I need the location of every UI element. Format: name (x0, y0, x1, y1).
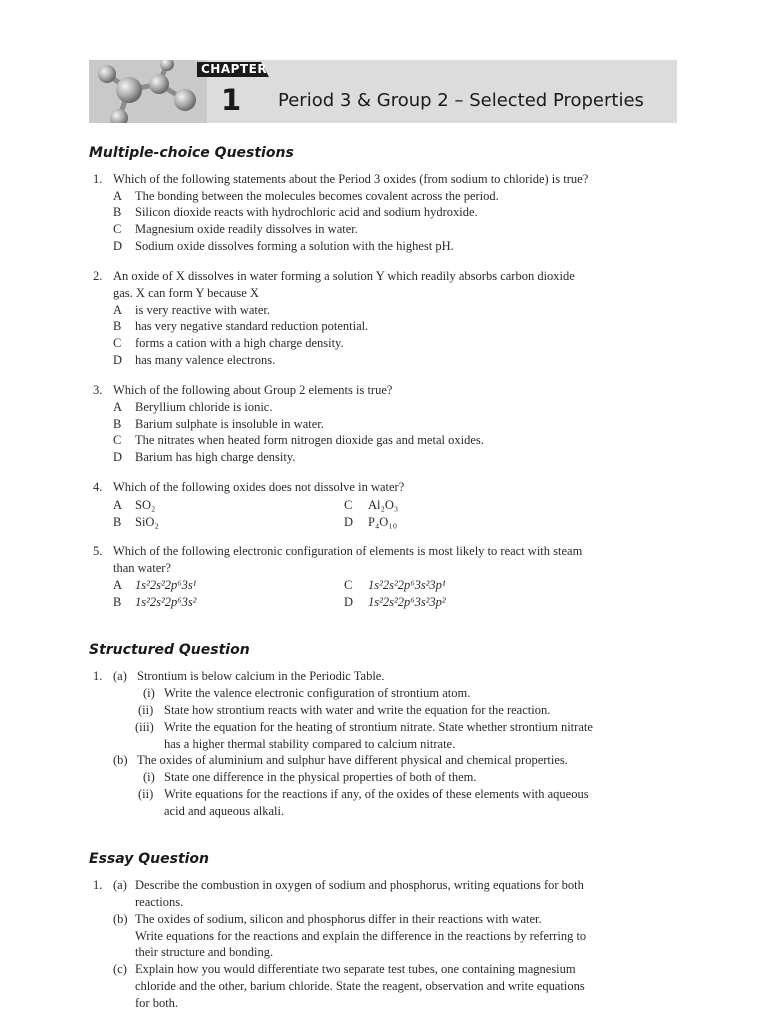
q3-number: 3. (93, 383, 103, 397)
q5-option-c: 1s²2s²2p⁶3s²3p¹ (368, 578, 446, 592)
structured-b-i-label: (i) (143, 770, 155, 784)
molecule-image (89, 60, 207, 123)
q5-stem-line1: Which of the following electronic configuration of elements is most likely to react with steam (113, 544, 583, 558)
q5-letter-b: B (113, 595, 122, 609)
q4-letter-c: C (344, 498, 353, 512)
q4-letter-a: A (113, 498, 123, 512)
q3-option-a: Beryllium chloride is ionic. (135, 400, 273, 414)
structured-a-iii-label: (iii) (135, 720, 154, 734)
structured-number: 1. (93, 669, 103, 683)
structured-a-text: Strontium is below calcium in the Periodic Table. (137, 669, 385, 683)
essay-c-line1: Explain how you would differentiate two separate test tubes, one containing magnesium (135, 962, 576, 976)
essay-a-line2: reactions. (135, 895, 184, 909)
chapter-number: 1 (221, 83, 242, 117)
q1-letter-b: B (113, 205, 122, 219)
q3-option-c: The nitrates when heated form nitrogen dioxide gas and metal oxides. (135, 433, 484, 447)
q2-number: 2. (93, 269, 103, 283)
q2-option-c: forms a cation with a high charge density. (135, 336, 344, 350)
structured-a-i-label: (i) (143, 686, 155, 700)
chapter-label: CHAPTER (197, 62, 269, 77)
essay-c-label: (c) (113, 962, 127, 976)
q3-letter-b: B (113, 417, 122, 431)
q5-letter-c: C (344, 578, 353, 592)
q4-number: 4. (93, 480, 103, 494)
essay-a-label: (a) (113, 878, 127, 892)
structured-b-text: The oxides of aluminium and sulphur have different physical and chemical properties. (137, 753, 568, 767)
q4-option-a: SO₂ (135, 498, 156, 512)
chapter-title: Period 3 & Group 2 – Selected Properties (278, 90, 644, 111)
q3-option-b: Barium sulphate is insoluble in water. (135, 417, 324, 431)
structured-a-i-text: Write the valence electronic configuration of strontium atom. (164, 686, 471, 700)
essay-b-label: (b) (113, 912, 128, 926)
q2-option-a: is very reactive with water. (135, 303, 271, 317)
q4-stem: Which of the following oxides does not dissolve in water? (113, 480, 405, 494)
q1-number: 1. (93, 172, 103, 186)
structured-a-iii-line2: has a higher thermal stability compared to calcium nitrate. (164, 737, 456, 751)
q2-letter-b: B (113, 319, 122, 333)
q3-letter-c: C (113, 433, 122, 447)
structured-b-ii-label: (ii) (138, 787, 154, 801)
structured-b-ii-line1: Write equations for the reactions if any, of the oxides of these elements with aqueous (164, 787, 589, 801)
q3-stem: Which of the following about Group 2 elements is true? (113, 383, 393, 397)
essay-c-line3: for both. (135, 996, 179, 1010)
essay-b-line2: Write equations for the reactions and explain the difference in the reactions by referring to (135, 929, 587, 943)
q4-option-b: SiO₂ (135, 515, 159, 529)
structured-a-label: (a) (113, 669, 127, 683)
essay-b-line1: The oxides of sodium, silicon and phosphorus differ in their reactions with water. (135, 912, 542, 926)
q1-letter-c: C (113, 222, 122, 236)
essay-heading: Essay Question (89, 851, 210, 867)
structured-b-i-text: State one difference in the physical properties of both of them. (164, 770, 477, 784)
q1-letter-d: D (113, 239, 123, 253)
q2-stem-line1: An oxide of X dissolves in water forming a solution Y which readily absorbs carbon dioxide (113, 269, 575, 283)
q1-stem: Which of the following statements about the Period 3 oxides (from sodium to chloride) is true? (113, 172, 589, 186)
q1-option-b: Silicon dioxide reacts with hydrochloric acid and sodium hydroxide. (135, 205, 478, 219)
q3-letter-a: A (113, 400, 123, 414)
mcq-heading: Multiple-choice Questions (89, 145, 294, 161)
q4-option-d: P₄O₁₀ (368, 515, 398, 529)
essay-a-line1: Describe the combustion in oxygen of sodium and phosphorus, writing equations for both (135, 878, 584, 892)
q1-option-d: Sodium oxide dissolves forming a solution with the highest pH. (135, 239, 454, 253)
essay-c-line2: chloride and the other, barium chloride. State the reagent, observation and write equations (135, 979, 585, 993)
q5-option-a: 1s²2s²2p⁶3s¹ (135, 578, 197, 592)
structured-b-label: (b) (113, 753, 128, 767)
q5-option-b: 1s²2s²2p⁶3s² (135, 595, 197, 609)
structured-a-ii-text: State how strontium reacts with water and write the equation for the reaction. (164, 703, 551, 717)
q5-stem-line2: than water? (113, 561, 171, 575)
chapter-banner (89, 60, 677, 123)
q1-option-c: Magnesium oxide readily dissolves in water. (135, 222, 358, 236)
q2-letter-a: A (113, 303, 123, 317)
structured-heading: Structured Question (89, 642, 250, 658)
q2-letter-d: D (113, 353, 123, 367)
structured-b-ii-line2: acid and aqueous alkali. (164, 804, 285, 818)
q3-letter-d: D (113, 450, 123, 464)
q3-option-d: Barium has high charge density. (135, 450, 296, 464)
q4-letter-d: D (344, 515, 354, 529)
q5-letter-d: D (344, 595, 354, 609)
q2-option-b: has very negative standard reduction potential. (135, 319, 369, 333)
essay-b-line3: their structure and bonding. (135, 945, 274, 959)
q5-option-d: 1s²2s²2p⁶3s²3p² (368, 595, 446, 609)
q1-option-a: The bonding between the molecules becomes covalent across the period. (135, 189, 499, 203)
q2-letter-c: C (113, 336, 122, 350)
structured-a-ii-label: (ii) (138, 703, 154, 717)
essay-number: 1. (93, 878, 103, 892)
q1-letter-a: A (113, 189, 123, 203)
q5-letter-a: A (113, 578, 123, 592)
structured-a-iii-line1: Write the equation for the heating of strontium nitrate. State whether strontium nitrate (164, 720, 593, 734)
q4-option-c: Al₂O₃ (368, 498, 399, 512)
q2-stem-line2: gas. X can form Y because X (113, 286, 259, 300)
q4-letter-b: B (113, 515, 122, 529)
q2-option-d: has many valence electrons. (135, 353, 276, 367)
q5-number: 5. (93, 544, 103, 558)
